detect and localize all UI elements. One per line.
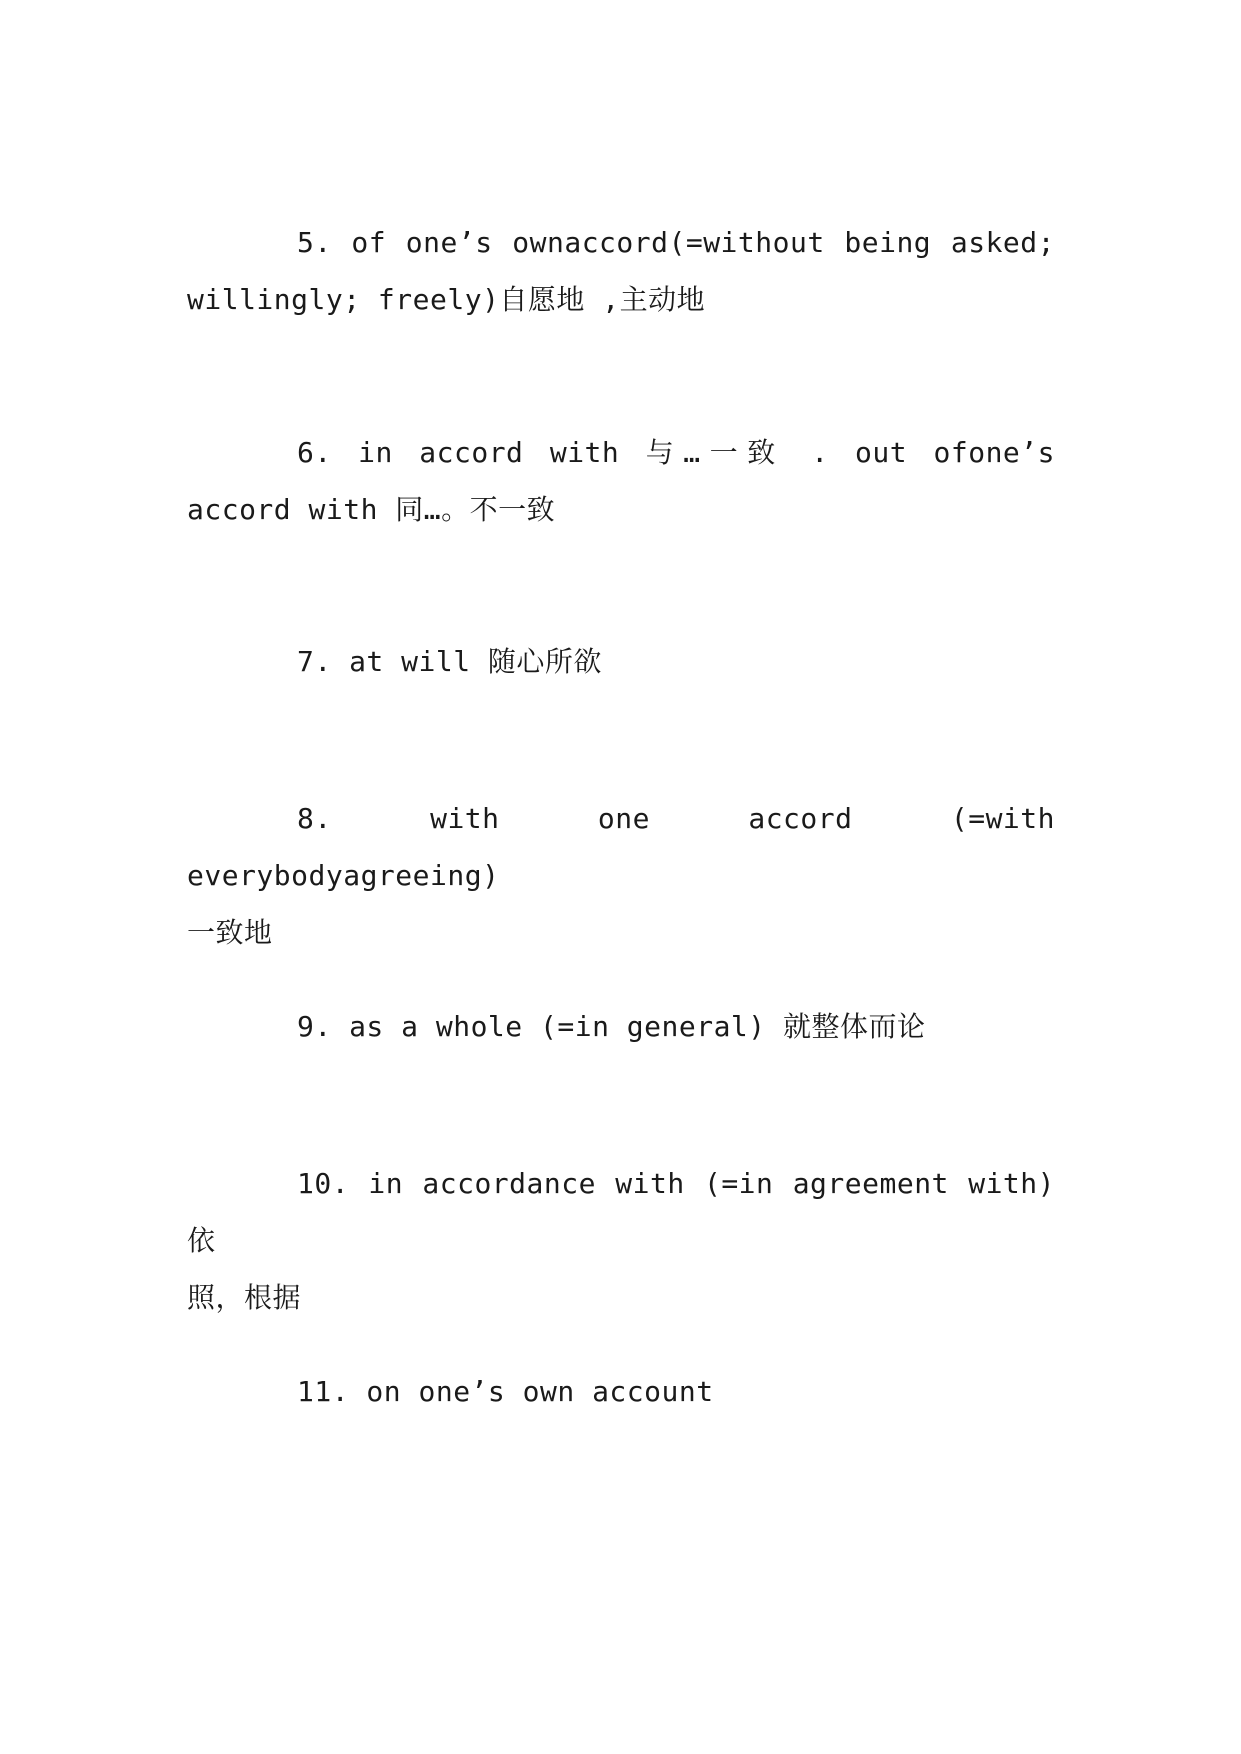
entry-line: 9. as a whole (=in general) 就整体而论 <box>297 1010 926 1043</box>
entry-9 <box>187 998 1055 1055</box>
entry-line: accord with 同…。不一致 <box>187 493 556 526</box>
entry-line: 10. in accordance with (=in agreement with)依 <box>187 1167 1055 1257</box>
entry-line: 照，根据 <box>187 1281 302 1314</box>
entry-5 <box>187 214 1055 328</box>
entry-line: 一致地 <box>187 916 273 949</box>
entry-line: willingly; freely)自愿地 ,主动地 <box>187 283 706 316</box>
entry-line: 5. of one’s ownaccord(=without being asked; <box>297 226 1055 259</box>
entry-line: 7. at will 随心所欲 <box>297 645 602 678</box>
entry-10 <box>187 1155 1055 1326</box>
entry-6 <box>187 424 1055 538</box>
entry-8 <box>187 790 1055 961</box>
entry-7 <box>187 633 1055 690</box>
entry-11 <box>187 1363 1055 1420</box>
entry-line: 6. in accord with 与…一致 . out ofone’s <box>297 436 1055 469</box>
entry-line: 8. with one accord (=with everybodyagreeing) <box>187 802 1055 892</box>
entry-line: 11. on one’s own account <box>297 1375 714 1408</box>
